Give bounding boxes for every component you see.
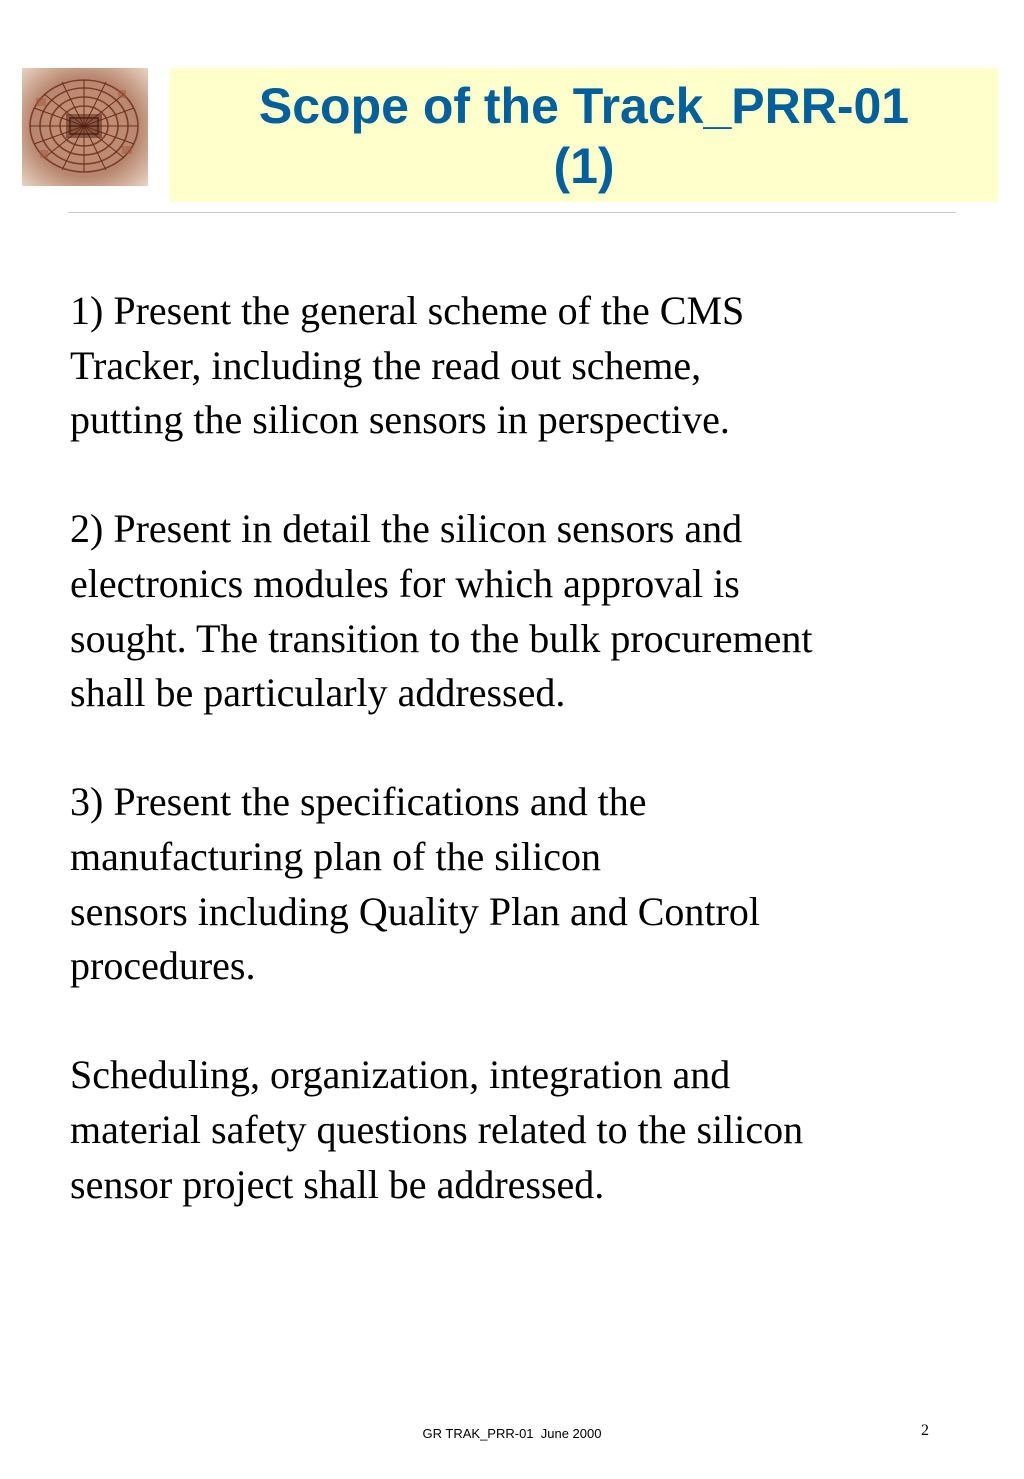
paragraph-line: Tracker, including the read out scheme, <box>70 342 702 388</box>
slide-title-line-2: (1) <box>553 138 615 194</box>
slide-body <box>70 284 970 1267</box>
title-divider <box>68 212 956 213</box>
paragraph-1 <box>70 284 970 448</box>
slide-title <box>170 76 998 196</box>
paragraph-line: manufacturing plan of the silicon <box>70 833 601 879</box>
paragraph-line: shall be particularly addressed. <box>70 670 566 716</box>
paragraph-line: sensor project shall be addressed. <box>70 1161 605 1207</box>
cms-tracker-barrel-icon <box>22 68 148 186</box>
paragraph-line: 3) Present the specifications and the <box>70 779 647 825</box>
paragraph-4 <box>70 1048 970 1212</box>
paragraph-line: 2) Present in detail the silicon sensors and <box>70 506 743 552</box>
paragraph-line: procedures. <box>70 943 256 989</box>
title-banner <box>170 68 998 202</box>
slide-footer: GR TRAK_PRR-01 June 2000 <box>422 1426 602 1441</box>
paragraph-3 <box>70 775 970 993</box>
paragraph-line: material safety questions related to the silicon <box>70 1106 804 1152</box>
paragraph-line: sought. The transition to the bulk procurement <box>70 615 813 661</box>
page-number: 2 <box>921 1422 929 1439</box>
slide-title-line-1: Scope of the Track_PRR-01 <box>258 78 910 134</box>
paragraph-2 <box>70 502 970 720</box>
paragraph-line: Scheduling, organization, integration and <box>70 1052 731 1098</box>
paragraph-line: 1) Present the general scheme of the CMS <box>70 288 745 333</box>
paragraph-line: sensors including Quality Plan and Control <box>70 888 760 934</box>
paragraph-line: putting the silicon sensors in perspective. <box>70 397 730 443</box>
paragraph-line: electronics modules for which approval is <box>70 560 740 606</box>
